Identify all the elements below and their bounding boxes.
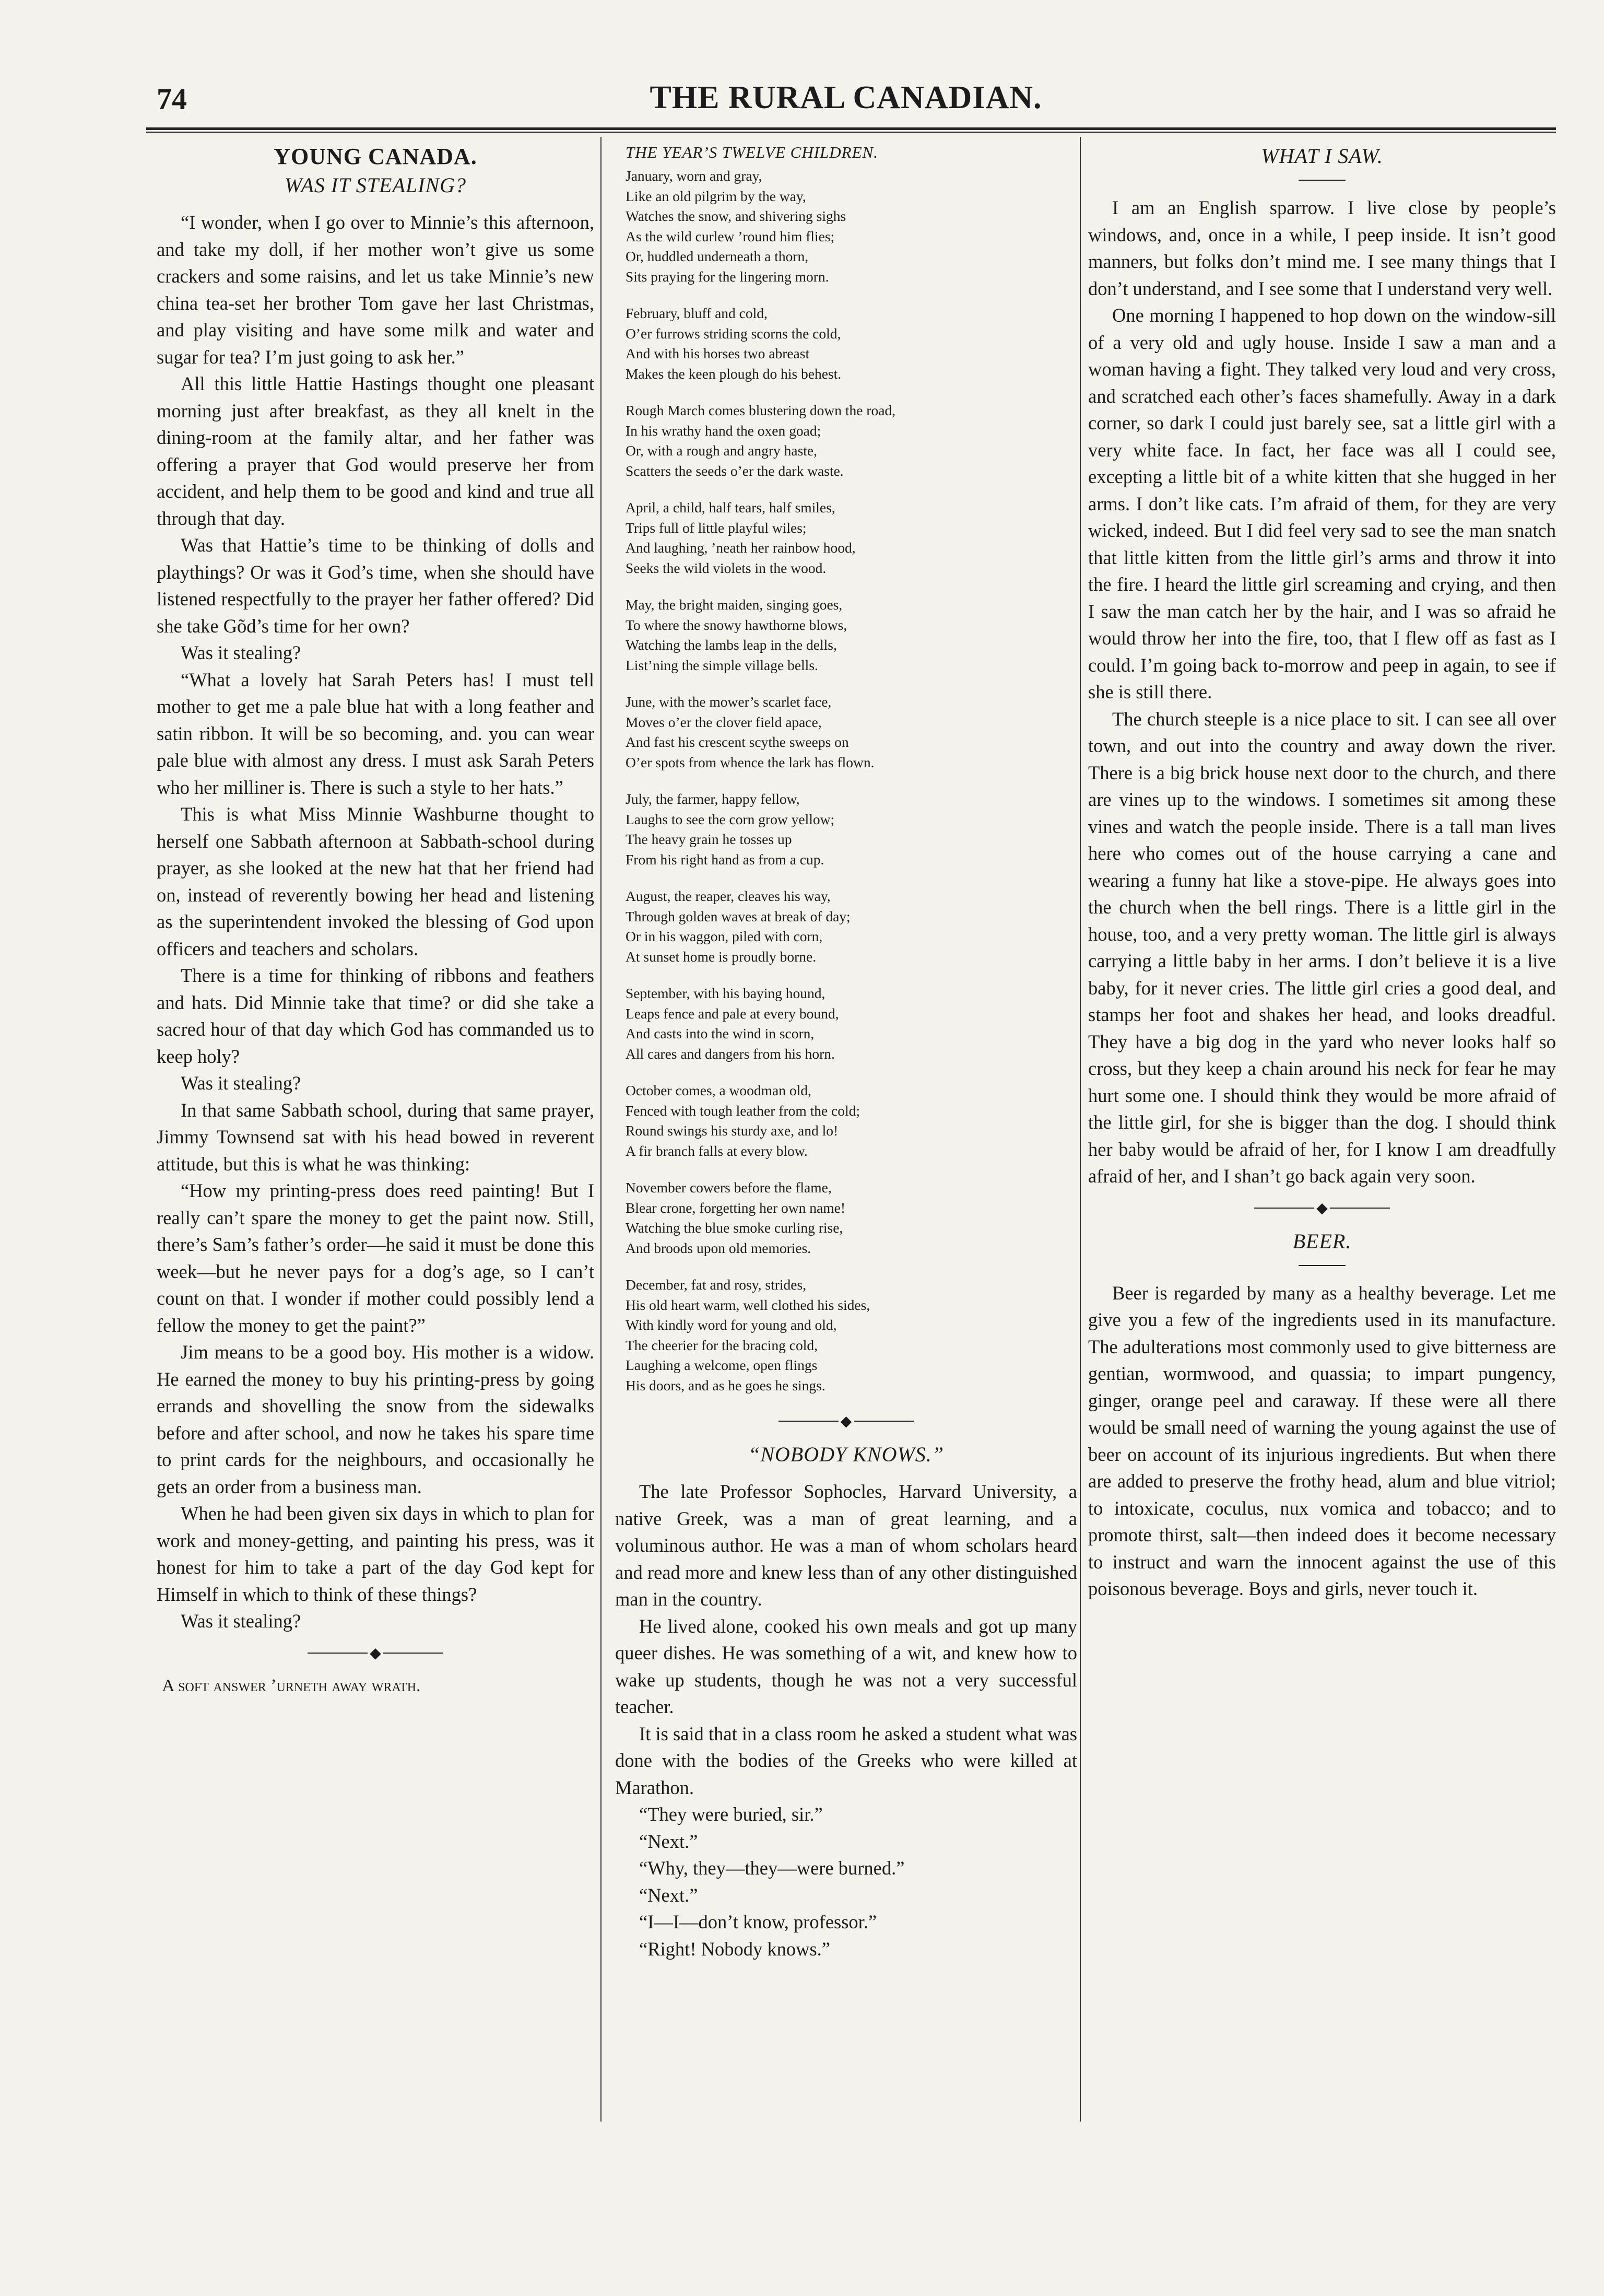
poem-line: May, the bright maiden, singing goes, (626, 596, 843, 613)
poem-line: Or, huddled underneath a thorn, (626, 248, 809, 264)
paragraph: “How my printing-press does reed painting! But I really can’t spare the money to get the paint now. Still, there’s Sam’s father’s order—he said it must be done this week—but he never pays for a dog’s age, so I can’t count on that. I wonder if mother could possibly lend a fellow the money to get the paint?” (157, 1180, 594, 1336)
paragraph: “What a lovely hat Sarah Peters has! I must tell mother to get me a pale blue hat with a long feather and satin ribbon. It will be so becoming, and. you can wear pale blue with almost any dress. I must ask Sarah Peters who her milliner is. There is such a style to her hats.” (157, 669, 594, 798)
paragraph: “I—I—don’t know, professor.” (639, 1911, 877, 1932)
paragraph: All this little Hattie Hastings thought one pleasant morning just after breakfast, as they all knelt in the dining-room at the family altar, and her father was offering a prayer that God would preserve her from accident, and help them to be good and kind and true all through that day. (157, 373, 594, 529)
poem-line: January, worn and gray, (626, 168, 762, 184)
poem-stanza (626, 595, 1077, 675)
poem-line: December, fat and rosy, strides, (626, 1276, 807, 1293)
title-rule (1299, 180, 1346, 181)
section-title: YOUNG CANADA. (274, 144, 477, 169)
poem-stanza (626, 983, 1077, 1064)
paragraph: “Next.” (639, 1830, 698, 1852)
paragraph: “Why, they—they—were burned.” (639, 1857, 905, 1879)
paragraph: Was it stealing? (181, 642, 301, 663)
paragraph: Beer is regarded by many as a healthy beverage. Let me give you a few of the ingredients used in its manufacture. The adulterations most commonly used to give bitterness are gentian, wormwood, and quassia; to impart pungency, ginger, orange peel and caraway. If these were all there would be small need of warning the young against the use of beer on account of its injurious ingredients. But when there are added to preserve the frothy head, alum and blue vitriol; to intoxicate, coculus, nux vomica and tobacco; and to promote thirst, salt—then indeed does it become necessary to instruct and warn the innocent against the use of this poisonous beverage. Boys and girls, never touch it. (1088, 1282, 1556, 1599)
poem-stanza (626, 692, 1077, 772)
poem-line: And casts into the wind in scorn, (626, 1025, 815, 1041)
poem-line: From his right hand as from a cup. (626, 851, 824, 868)
poem-line: Or in his waggon, piled with corn, (626, 928, 823, 944)
poem-line: And fast his crescent scythe sweeps on (626, 734, 849, 750)
story-body (1088, 194, 1556, 1190)
story-body (157, 209, 594, 1635)
poem-line: April, a child, half tears, half smiles, (626, 499, 835, 516)
paragraph: “They were buried, sir.” (639, 1803, 823, 1825)
paragraph: He lived alone, cooked his own meals and got up many queer dishes. He was something of a wit, and knew how to wake up students, though he was not a very successful teacher. (615, 1615, 1077, 1717)
ornamental-divider: ◆ (615, 1412, 1077, 1431)
poem-line: The cheerier for the bracing cold, (626, 1337, 818, 1353)
poem-line: At sunset home is proudly borne. (626, 948, 817, 965)
page-number: 74 (157, 82, 187, 116)
poem-line: And with his horses two abreast (626, 345, 810, 361)
poem-line: Sits praying for the lingering morn. (626, 268, 829, 285)
poem-stanza (626, 498, 1077, 578)
column-young-canada (157, 142, 594, 1699)
paragraph: Was it stealing? (181, 1610, 301, 1632)
poem-line: August, the reaper, cleaves his way, (626, 888, 831, 904)
poem-line: With kindly word for young and old, (626, 1317, 837, 1333)
poem-line: Rough March comes blustering down the road, (626, 402, 896, 418)
paragraph: “I wonder, when I go over to Minnie’s this afternoon, and take my doll, if her mother won’t give us some crackers and some raisins, and let us take Minnie’s new china tea-set her brother Tom gave her last Christmas, and play visiting and have some milk and water and sugar for tea? I’m just going to ask her.” (157, 212, 594, 368)
paragraph: Jim means to be a good boy. His mother is a widow. He earned the money to buy his printing-press by going errands and shovelling the snow from the sidewalks before and after school, and now he takes his spare time to print cards for the neighbours, and occasionally he gets an order from a business man. (157, 1341, 594, 1497)
poem-stanza (626, 303, 1077, 384)
poem-line: In his wrathy hand the oxen goad; (626, 422, 821, 439)
journal-title: THE RURAL CANADIAN. (650, 80, 1042, 115)
page-header (146, 77, 1546, 124)
column-what-i-saw (1088, 142, 1556, 1602)
poem-stanza (626, 1275, 1077, 1396)
poem-line: Seeks the wild violets in the wood. (626, 559, 827, 576)
poem-line: July, the farmer, happy fellow, (626, 791, 800, 807)
poem-line: O’er furrows striding scorns the cold, (626, 325, 841, 342)
poem-line: Blear crone, forgetting her own name! (626, 1199, 845, 1216)
poem-line: Laughing a welcome, open flings (626, 1357, 818, 1373)
poem-line: The heavy grain he tosses up (626, 831, 792, 847)
poem-line: As the wild curlew ’round him flies; (626, 228, 835, 244)
paragraph: This is what Miss Minnie Washburne thought to herself one Sabbath afternoon at Sabbath-school during prayer, as she looked at the new hat that her friend had on, instead of reverently bowing her head and listening as the superintendent invoked the blessing of God upon officers and teachers and scholars. (157, 803, 594, 959)
poem-line: Watches the snow, and shivering sighs (626, 208, 846, 224)
story-title: “NOBODY KNOWS.” (748, 1443, 945, 1466)
poem-line: Like an old pilgrim by the way, (626, 188, 806, 204)
paragraph: Was it stealing? (181, 1072, 301, 1094)
poem-line: Watching the lambs leap in the dells, (626, 637, 837, 653)
poem-line: June, with the mower’s scarlet face, (626, 694, 832, 710)
paragraph: The church steeple is a nice place to sit. I can see all over town, and out into the country and away down the river. There is a big brick house next door to the church, and there are vines up to the windows. I sometimes sit among these vines and watch the people inside. There is a tall man lives here who comes out of the house carrying a cane and wearing a funny hat like a stove-pipe. He always goes into the church when the bell rings. There is a little girl in the house, too, and a very pretty woman. The little girl is always carrying a little baby in her arms. I don’t believe it is a live baby, for it never cries. The little girl cries a good deal, and stamps her foot and shakes her head, and looks dreadful. They have a big dog in the yard who never looks half so cross, but they keep a chain around his neck for fear he may hurt some one. I should think they would be more afraid of the little girl, for she is bigger than the dog. I should think her baby would be afraid of her, for I know I am dreadfully afraid of her, and I shan’t go back again very soon. (1088, 708, 1556, 1187)
story-title: WAS IT STEALING? (284, 173, 467, 197)
column-divider (600, 137, 602, 2122)
story-title: WHAT I SAW. (1261, 144, 1383, 168)
paragraph: Was that Hattie’s time to be thinking of dolls and playthings? Or was it God’s time, when she should have listened respectfully to the prayer her father offered? Did she take Gõd’s time for her own? (157, 534, 594, 637)
paragraph: I am an English sparrow. I live close by people’s windows, and, once in a while, I peep inside. It isn’t good manners, but folks don’t mind me. I see many things that I don’t understand, and I see some that I understand very well. (1088, 197, 1556, 299)
poem-line: Watching the blue smoke curling rise, (626, 1220, 843, 1236)
paragraph: “Next.” (639, 1884, 698, 1906)
title-rule (1299, 1265, 1346, 1266)
poem-line: Through golden waves at break of day; (626, 908, 851, 924)
poem-line: All cares and dangers from his horn. (626, 1045, 835, 1062)
poem-line: And broods upon old memories. (626, 1239, 811, 1256)
poem-line: September, with his baying hound, (626, 985, 825, 1001)
poem-line: Leaps fence and pale at every bound, (626, 1005, 839, 1022)
poem-stanza (626, 166, 1077, 287)
paragraph: One morning I happened to hop down on the window-sill of a very old and ugly house. Inside I saw a man and a woman having a fight. They talked very loud and very cross, and scratched each other’s faces shamefully. Away in a dark corner, so dark I could just barely see, sat a little girl with a very white face. In fact, her face was all I could see, excepting a little bit of a white kitten that she hugged in her arms. I don’t like cats. I’m afraid of them, for they are very wicked, indeed. But I did feel very sad to see the man snatch that little kitten from the little girl’s arms and throw it into the fire. I heard the little girl screaming and crying, and then I saw the man catch her by the hair, and I was so afraid he would throw her into the fire, too, that I flew off as fast as I could. I’m going back to-morrow and peep in again, to see if she is still there. (1088, 304, 1556, 702)
ornamental-divider: ◆ (157, 1644, 594, 1663)
paragraph: The late Professor Sophocles, Harvard University, a native Greek, was a man of great learning, and a voluminous author. He was a man of whom scholars heard and read more and knew less than of any other distinguished man in the country. (615, 1481, 1077, 1610)
poem-line: Fenced with tough leather from the cold; (626, 1102, 860, 1119)
poem-line: November cowers before the flame, (626, 1179, 832, 1196)
closing-note: A soft answer ʼurneth away wrath. (162, 1676, 421, 1695)
poem-line: To where the snowy hawthorne blows, (626, 616, 847, 633)
poem-line: Makes the keen plough do his behest. (626, 365, 842, 382)
header-rule (146, 127, 1556, 133)
poem-stanza (626, 1081, 1077, 1161)
column-divider (1080, 137, 1081, 2122)
poem-line: Scatters the seeds o’er the dark waste. (626, 462, 844, 479)
column-poem-and-story (615, 142, 1077, 1962)
poem-line: List’ning the simple village bells. (626, 657, 818, 673)
poem-line: February, bluff and cold, (626, 305, 768, 321)
poem-line: Round swings his sturdy axe, and lo! (626, 1122, 839, 1139)
poem-line: October comes, a woodman old, (626, 1082, 811, 1098)
poem-line: His old heart warm, well clothed his sides, (626, 1296, 870, 1313)
story-title: BEER. (1292, 1229, 1352, 1253)
poem-line: O’er spots from whence the lark has flown. (626, 754, 875, 770)
paragraph: “Right! Nobody knows.” (639, 1938, 830, 1960)
poem-stanza (626, 789, 1077, 870)
ornamental-divider: ◆ (1088, 1199, 1556, 1218)
paragraph: When he had been given six days in which to plan for work and money-getting, and painting his press, was it honest for him to take a part of the day God kept for Himself in which to think of these things? (157, 1503, 594, 1605)
poem-line: Or, with a rough and angry haste, (626, 442, 817, 459)
poem-stanza (626, 886, 1077, 967)
paragraph: There is a time for thinking of ribbons and feathers and hats. Did Minnie take that time? or did she take a sacred hour of that day which God has commanded us to keep holy? (157, 965, 594, 1067)
poem-line: Trips full of little playful wiles; (626, 519, 807, 536)
story-body (615, 1478, 1077, 1801)
poem-line: Moves o’er the clover field apace, (626, 713, 822, 730)
paragraph: It is said that in a class room he asked a student what was done with the bodies of the Greeks who were killed at Marathon. (615, 1723, 1077, 1798)
poem-line: Laughs to see the corn grow yellow; (626, 811, 835, 827)
dialogue (615, 1801, 1077, 1962)
poem-stanza (626, 401, 1077, 481)
poem-line: And laughing, ’neath her rainbow hood, (626, 540, 856, 556)
paragraph: In that same Sabbath school, during that same prayer, Jimmy Townsend sat with his head bowed in reverent attitude, but this is what he was thinking: (157, 1099, 594, 1175)
poem-line: His doors, and as he goes he sings. (626, 1377, 825, 1393)
poem-body (615, 166, 1077, 1396)
poem-stanza (626, 1178, 1077, 1258)
poem-line: A fir branch falls at every blow. (626, 1142, 808, 1159)
poem-title: THE YEAR’S TWELVE CHILDREN. (626, 143, 878, 161)
story-body (1088, 1280, 1556, 1602)
